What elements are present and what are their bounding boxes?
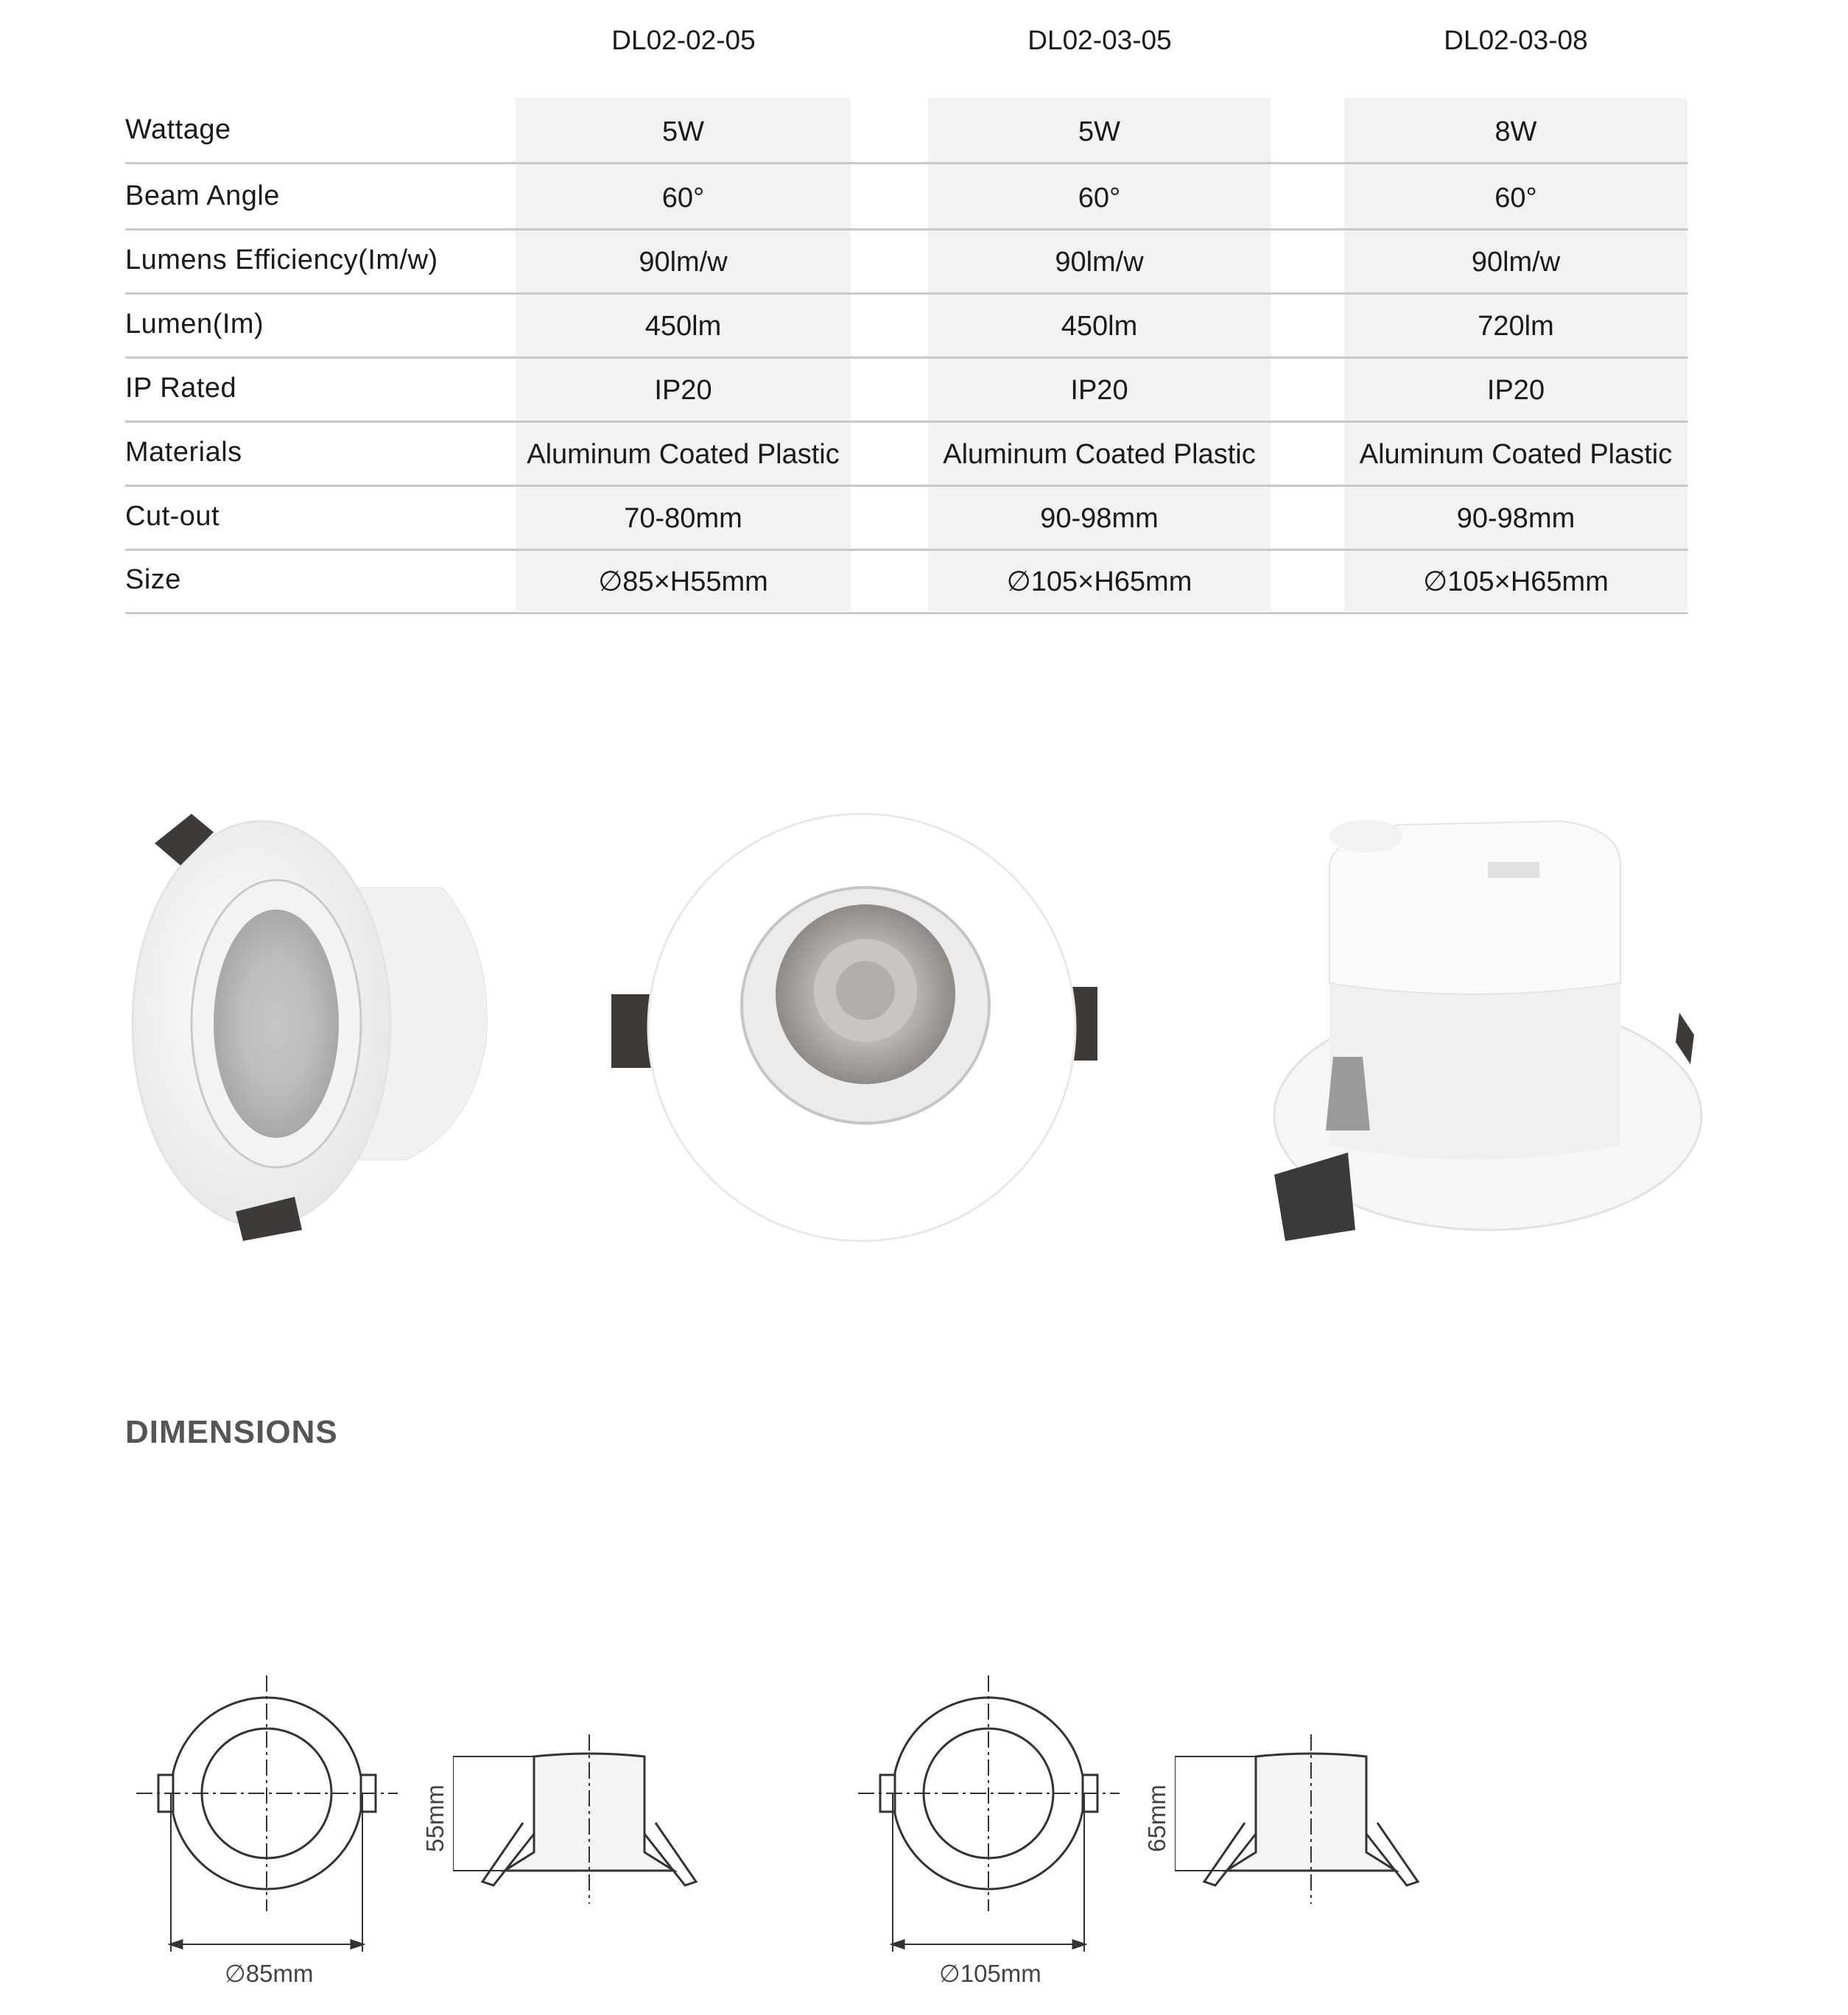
spec-row-beam-angle xyxy=(125,164,1688,231)
cell: 60° xyxy=(1078,183,1121,214)
row-label: Wattage xyxy=(125,114,231,145)
cell: 5W xyxy=(1078,116,1120,147)
cell: 5W xyxy=(662,116,704,147)
dimension-diameter-small: ∅85mm xyxy=(225,1960,314,1987)
spec-row-cut-out xyxy=(125,485,1688,551)
cell: ∅105×H65mm xyxy=(1006,566,1192,597)
dimension-drawing-small-side xyxy=(453,1734,718,1904)
row-label: Beam Angle xyxy=(125,180,280,211)
row-label: Materials xyxy=(125,437,242,468)
dimension-drawing-large-top xyxy=(851,1661,1127,1963)
spec-row-wattage xyxy=(125,98,1688,164)
spec-row-lumens-efficiency xyxy=(125,228,1688,295)
model-header-1: DL02-02-05 xyxy=(611,25,756,55)
cell: 60° xyxy=(661,183,705,214)
row-label: Lumens Efficiency(Im/w) xyxy=(125,245,438,275)
cell: 90-98mm xyxy=(1040,503,1159,534)
spec-row-materials xyxy=(125,421,1688,487)
row-label: Size xyxy=(125,564,181,595)
cell: ∅105×H65mm xyxy=(1423,566,1609,597)
cell: 720lm xyxy=(1478,311,1554,342)
cell: Aluminum Coated Plastic xyxy=(943,439,1256,470)
dimension-diameter-large: ∅105mm xyxy=(939,1960,1041,1987)
cell: 90lm/w xyxy=(1055,247,1144,278)
dimension-drawing-large-side xyxy=(1175,1734,1440,1904)
dimension-height-small: 55mm xyxy=(421,1784,449,1852)
spec-row-lumen xyxy=(125,292,1688,359)
row-label: IP Rated xyxy=(125,373,237,404)
row-label: Cut-out xyxy=(125,501,220,532)
dimension-height-large: 65mm xyxy=(1142,1784,1170,1852)
cell: 90-98mm xyxy=(1456,503,1575,534)
cell: 90lm/w xyxy=(639,247,728,278)
spec-row-ip-rated xyxy=(125,356,1688,423)
model-header-2: DL02-03-05 xyxy=(1027,25,1172,55)
cell: IP20 xyxy=(1070,375,1128,406)
row-label: Lumen(Im) xyxy=(125,309,264,340)
cell: 450lm xyxy=(644,311,722,342)
dimension-drawing-small-top xyxy=(129,1661,405,1963)
cell: Aluminum Coated Plastic xyxy=(1359,439,1673,470)
cell: ∅85×H55mm xyxy=(598,566,768,597)
downlight-front-photo xyxy=(604,806,1120,1248)
cell: 8W xyxy=(1494,116,1537,147)
downlight-angled-photo xyxy=(125,799,493,1270)
dimensions-title: DIMENSIONS xyxy=(125,1414,338,1450)
model-header-3: DL02-03-08 xyxy=(1444,25,1588,55)
cell: IP20 xyxy=(654,375,712,406)
spec-row-size xyxy=(125,548,1688,614)
cell: IP20 xyxy=(1486,375,1545,406)
cell: 70-80mm xyxy=(624,503,742,534)
cell: 60° xyxy=(1494,183,1537,214)
cell: 450lm xyxy=(1061,311,1138,342)
cell: Aluminum Coated Plastic xyxy=(527,439,840,470)
cell: 90lm/w xyxy=(1471,247,1561,278)
downlight-rear-photo xyxy=(1252,806,1709,1263)
